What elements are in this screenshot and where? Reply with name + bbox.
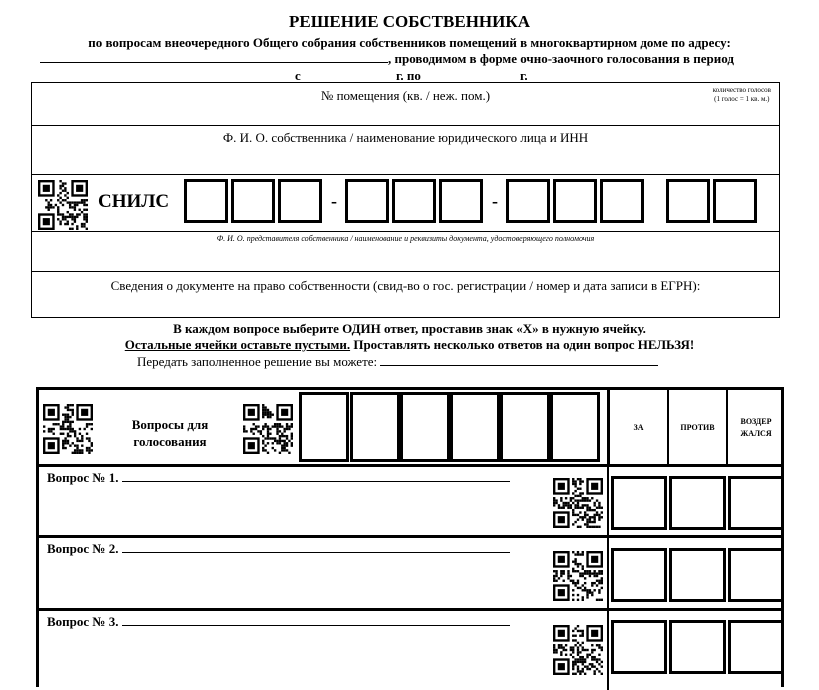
snils-separator: - [492,191,498,211]
column-header-for: ЗА [609,390,667,465]
vote-for-checkbox[interactable] [611,548,667,602]
header-code-cell[interactable] [350,392,400,462]
year-label-1: г. по [396,68,421,83]
owner-fio-label: Ф. И. О. собственника / наименование юридического лица и ИНН [222,130,589,145]
owner-info-block [31,82,780,318]
qr-code-icon [43,404,93,454]
vote-against-checkbox[interactable] [669,476,726,530]
representative-label: Ф. И. О. представителя собственника / наименование и реквизиты документа, удостоверяющего полномочия [216,234,595,243]
snils-label: СНИЛС [98,191,170,212]
qr-code-icon [553,478,603,528]
snils-digit-cell[interactable] [392,179,436,223]
votes-count-label [713,86,771,104]
question-row [47,470,510,486]
document-title: РЕШЕНИЕ СОБСТВЕННИКА [289,12,530,31]
snils-digit-cell[interactable] [439,179,483,223]
instruction-rest: Проставлять несколько ответов на один вопрос НЕЛЬЗЯ! [350,337,695,352]
voting-table [36,387,784,687]
column-header-against: ПРОТИВ [667,390,726,465]
instruction-underlined: Остальные ячейки оставьте пустыми. [124,337,351,352]
column-header-abstain: ВОЗДЕР ЖАЛСЯ [726,390,784,465]
questions-header: Вопросы для голосования [131,417,209,449]
from-label: с [295,68,301,83]
snils-digit-cell[interactable] [600,179,644,223]
qr-code-icon [553,551,603,601]
question-label: Вопрос № 1. [47,470,119,485]
address-line [40,51,734,67]
header-code-cell[interactable] [450,392,500,462]
header-code-cell[interactable] [400,392,450,462]
ownership-doc-label: Сведения о документе на право собственности (свид-во о гос. регистрации / номер и дата записи в ЕГРН): [110,278,701,293]
snils-digit-cell[interactable] [231,179,275,223]
room-number-label: № помещения (кв. / неж. пом.) [320,88,491,103]
document-subtitle: по вопросам внеочередного Общего собрания собственников помещений в многоквартирном доме по адресу: [88,35,731,50]
snils-digit-cell[interactable] [506,179,550,223]
instruction-line-3 [137,354,658,370]
vote-against-checkbox[interactable] [669,620,726,674]
submit-options-label: Передать заполненное решение вы можете: [137,354,378,369]
question-row [47,614,510,630]
period-text: , проводимом в форме очно-заочного голосования в период [388,51,734,66]
header-code-cell[interactable] [500,392,550,462]
vote-for-checkbox[interactable] [611,476,667,530]
qr-code-icon [38,180,88,230]
question-text-field[interactable] [122,544,510,553]
year-label-2: г. [520,68,528,83]
vote-for-checkbox[interactable] [611,620,667,674]
qr-code-icon [243,404,293,454]
submit-options-field[interactable] [380,355,658,366]
snils-digit-cell[interactable] [345,179,389,223]
question-text-field[interactable] [122,617,510,626]
snils-digit-cell[interactable] [278,179,322,223]
votes-label-line1: количество голосов [712,86,771,94]
snils-digit-cell[interactable] [184,179,228,223]
instruction-line-2 [0,337,819,353]
header-code-cell[interactable] [299,392,349,462]
question-label: Вопрос № 3. [47,614,119,629]
question-row [47,541,510,557]
vote-against-checkbox[interactable] [669,548,726,602]
address-field[interactable] [40,52,388,63]
header-code-cell[interactable] [550,392,600,462]
snils-digit-cell[interactable] [666,179,710,223]
vote-abstain-checkbox[interactable] [728,620,784,674]
votes-label-line2: (1 голос = 1 кв. м.) [714,95,770,103]
instruction-line-1: В каждом вопросе выберите ОДИН ответ, проставив знак «Х» в нужную ячейку. [173,321,646,336]
snils-separator: - [331,191,337,211]
snils-digit-cell[interactable] [553,179,597,223]
vote-abstain-checkbox[interactable] [728,476,784,530]
question-label: Вопрос № 2. [47,541,119,556]
vote-abstain-checkbox[interactable] [728,548,784,602]
snils-digit-cell[interactable] [713,179,757,223]
question-text-field[interactable] [122,473,510,482]
qr-code-icon [553,625,603,675]
